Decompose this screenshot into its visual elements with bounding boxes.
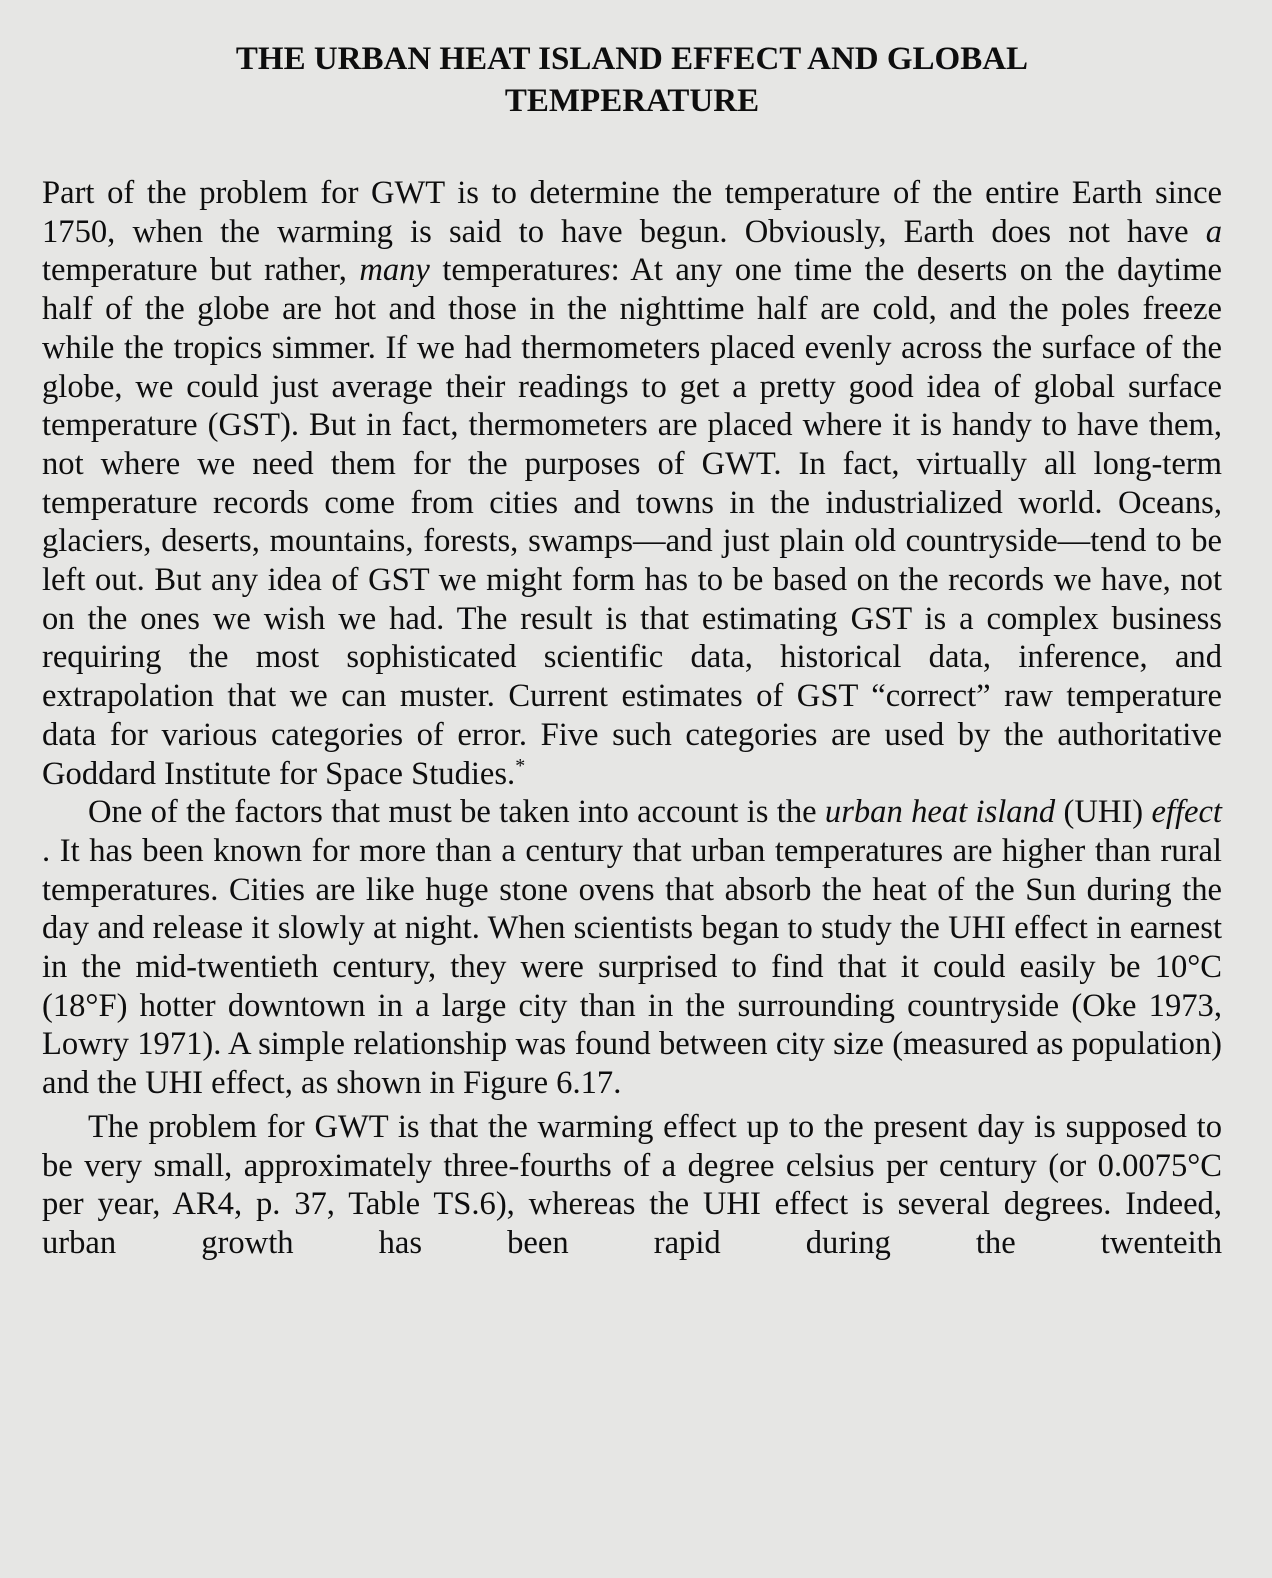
italic-text: a [1205, 213, 1222, 250]
paragraph-2 [42, 793, 1222, 1103]
italic-text: effect [1151, 794, 1222, 831]
text-run: The problem for GWT is that the warming effect up to the present day is supposed to be very small, approximately three-fourths of a degree celsius per century (or 0.0075°C per year, AR4, p. 37, Table TS.6), whereas the UHI effect is several degrees. Indeed, urban growth has been rapid during the twenteith [42, 1108, 1222, 1261]
text-run: temperature [429, 252, 598, 289]
italic-text: s [597, 252, 611, 289]
paragraph-1 [42, 174, 1222, 793]
text-run: One of the factors that must be taken into account is the [88, 794, 825, 831]
italic-text: many [359, 252, 430, 289]
paragraph-3 [42, 1108, 1222, 1263]
title-line-2: TEMPERATURE [504, 83, 760, 119]
title-line-1: THE URBAN HEAT ISLAND EFFECT AND GLOBAL [235, 41, 1029, 77]
page-title [42, 38, 1222, 122]
text-run: Part of the problem for GWT is to determine the temperature of the entire Earth since 1750, when the warming is said to have begun. Obviously, Earth does not have [42, 175, 1222, 250]
text-run: (UHI) [1055, 794, 1152, 831]
text-run: temperature but rather, [42, 252, 360, 289]
body-text [42, 174, 1222, 1263]
italic-text: urban heat island [824, 794, 1056, 831]
text-run: : At any one time the deserts on the daytime half of the globe are hot and those in the nighttime half are cold, and the poles freeze while the tropics simmer. If we had thermometers placed evenly across the surface of the globe, we could just average their readings to get a pretty good idea of global surface temperature (GST). But in fact, thermometers are placed where it is handy to have them, not where we need them for the purposes of GWT. In fact, virtually all long-term temperature records come from cities and towns in the industrialized world. Oceans, glaciers, deserts, mountains, forests, swamps—and just plain old countryside—tend to be left out. But any idea of GST we might form has to be based on the records we have, not on the ones we wish we had. The result is that estimating GST is a complex business requiring the most sophisticated scientific data, historical data, inference, and extrapolation that we can muster. Current estimates of GST “correct” raw temperature data for various categories of error. Five such categories are used by the authoritative Goddard Institute for Space Studies. [42, 252, 1223, 792]
text-run: . It has been known for more than a century that urban temperatures are higher than rural temperatures. Cities are like huge stone ovens that absorb the heat of the Sun during the day and release it slowly at night. When scientists began to study the UHI effect in earnest in the mid-twentieth century, they were surprised to find that it could easily be 10°C (18°F) hotter downtown in a large city than in the surrounding countryside (Oke 1973, Lowry 1971). A simple relationship was found between city size (measured as population) and the UHI effect, as shown in Figure 6.17. [42, 832, 1222, 1102]
footnote-marker: * [515, 754, 526, 777]
